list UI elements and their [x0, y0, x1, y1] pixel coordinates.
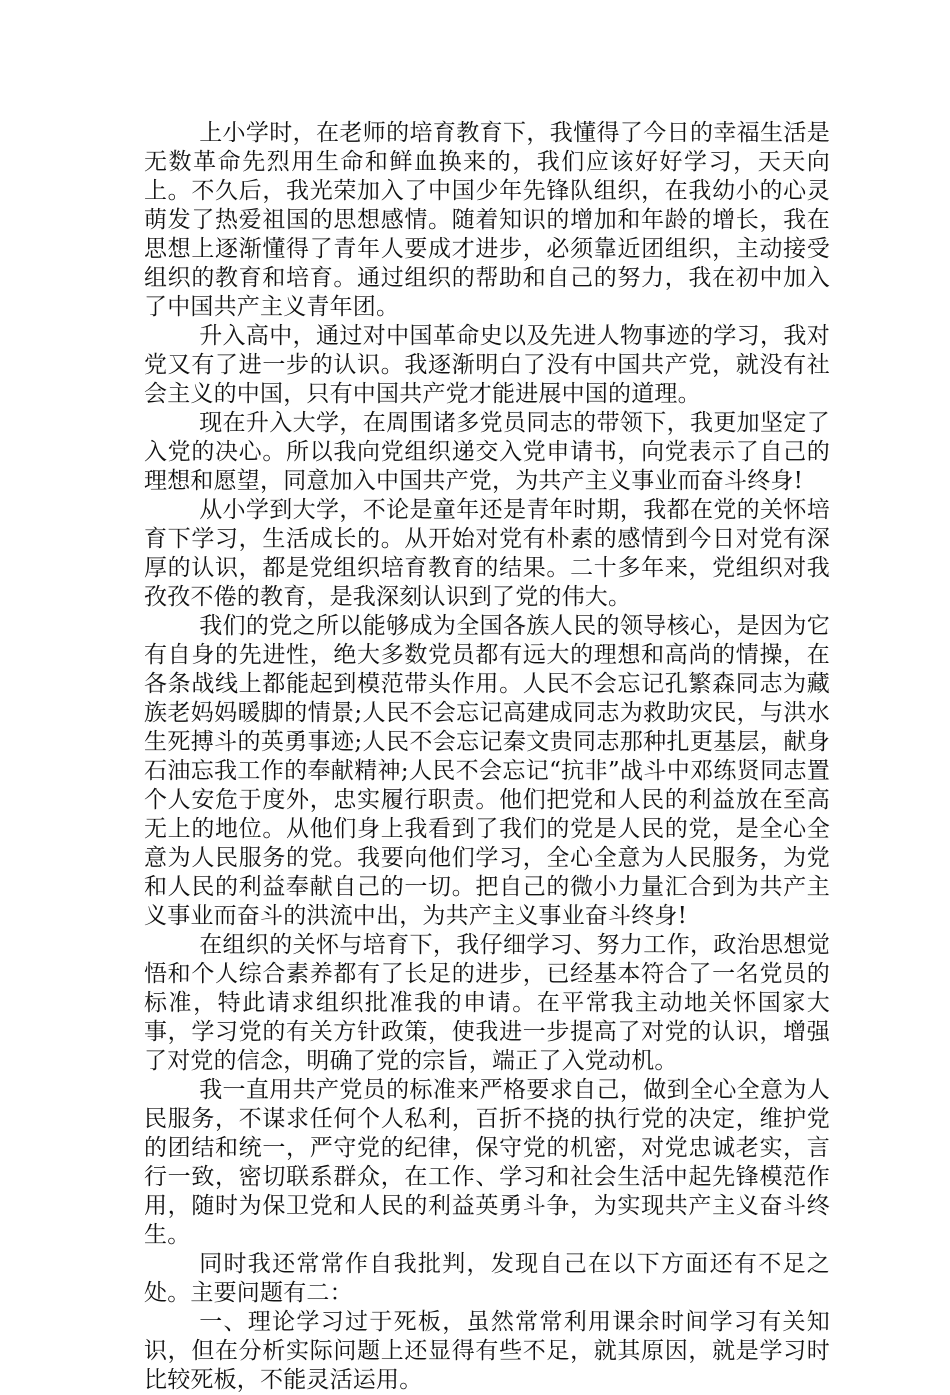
- document-body: [144, 119, 830, 1395]
- paragraph-high-school: 升入高中，通过对中国革命史以及先进人物事迹的学习，我对党又有了进一步的认识。我逐渐明白了没有中国共产党，就没有社会主义的中国，只有中国共产党才能进展中国的道理。: [144, 323, 830, 407]
- paragraph-primary-school: 上小学时，在老师的培育教育下，我懂得了今日的幸福生活是无数革命先烈用生命和鲜血换来的，我们应该好好学习，天天向上。不久后，我光荣加入了中国少年先锋队组织，在我幼小的心灵萌发了热爱祖国的思想感情。随着知识的增加和年龄的增长，我在思想上逐渐懂得了青年人要成才进步，必须靠近团组织，主动接受组织的教育和培育。通过组织的帮助和自己的努力，我在初中加入了中国共产主义青年团。: [144, 120, 830, 320]
- paragraph-party-core: 我们的党之所以能够成为全国各族人民的领导核心，是因为它有自身的先进性，绝大多数党员都有远大的理想和高尚的情操，在各条战线上都能起到模范带头作用。人民不会忘记孔繁森同志为藏族老妈妈暖脚的情景;人民不会忘记高建成同志为救助灾民，与洪水生死搏斗的英勇事迹;人民不会忘记秦文贵同志那种扎更基层，献身石油忘我工作的奉献精神;人民不会忘记“抗非”战斗中邓练贤同志置个人安危于度外，忠实履行职责。他们把党和人民的利益放在至高无上的地位。从他们身上我看到了我们的党是人民的党，是全心全意为人民服务的党。我要向他们学习，全心全意为人民服务，为党和人民的利益奉献自己的一切。把自己的微小力量汇合到为共产主义事业而奋斗的洪流中出，为共产主义事业奋斗终身!: [144, 613, 830, 929]
- paragraph-university: 现在升入大学，在周围诸多党员同志的带领下，我更加坚定了入党的决心。所以我向党组织递交入党申请书，向党表示了自己的理想和愿望，同意加入中国共产党，为共产主义事业而奋斗终身!: [144, 410, 830, 494]
- paragraph-progress: 在组织的关怀与培育下，我仔细学习、努力工作，政治思想觉悟和个人综合素养都有了长足的进步，已经基本符合了一名党员的标准，特此请求组织批准我的申请。在平常我主动地关怀国家大事，学习党的有关方针政策，使我进一步提高了对党的认识，增强了对党的信念，明确了党的宗旨，端正了入党动机。: [144, 932, 830, 1074]
- paragraph-growth: 从小学到大学，不论是童年还是青年时期，我都在党的关怀培育下学习，生活成长的。从开始对党有朴素的感情到今日对党有深厚的认识，都是党组织培育教育的结果。二十多年来，党组织对我孜孜不倦的教育，是我深刻认识到了党的伟大。: [144, 497, 830, 610]
- paragraph-self-criticism: 同时我还常常作自我批判，发现自己在以下方面还有不足之处。主要问题有二：: [144, 1251, 830, 1306]
- paragraph-problem-one: 一、理论学习过于死板，虽然常常利用课余时间学习有关知识，但在分析实际问题上还显得有些不足，就其原因，就是学习时比较死板，不能灵活运用。: [144, 1309, 830, 1393]
- paragraph-standards: 我一直用共产党员的标准来严格要求自己，做到全心全意为人民服务，不谋求任何个人私利，百折不挠的执行党的决定，维护党的团结和统一，严守党的纪律，保守党的机密，对党忠诚老实，言行一致，密切联系群众，在工作、学习和社会生活中起先锋模范作用，随时为保卫党和人民的利益英勇斗争，为实现共产主义奋斗终生。: [144, 1077, 830, 1248]
